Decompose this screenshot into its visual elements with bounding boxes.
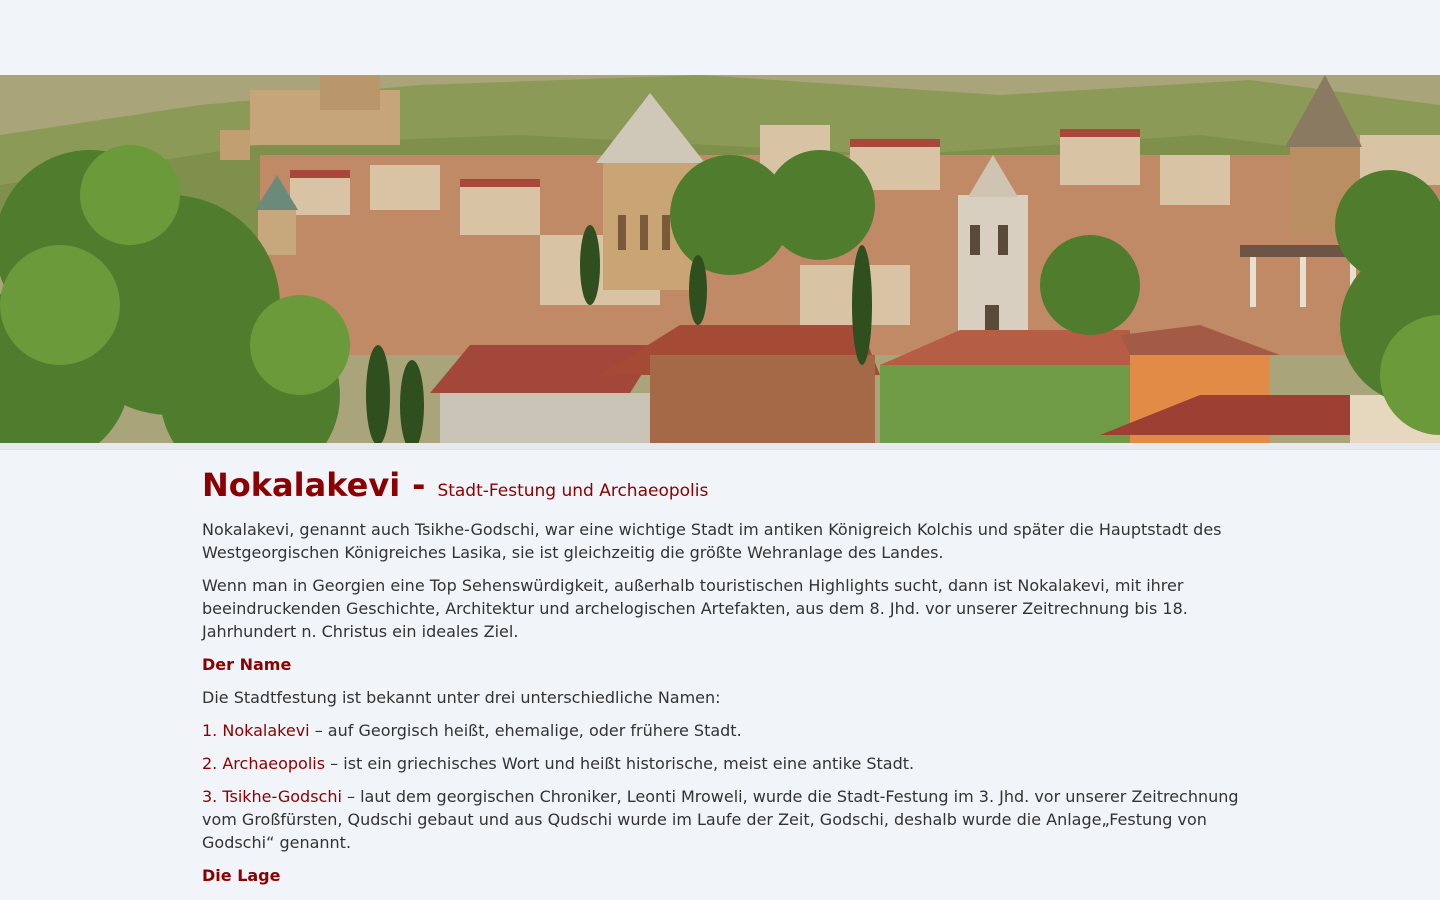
hero-image xyxy=(0,75,1440,443)
name-link-nokalakevi[interactable]: 1. Nokalakevi xyxy=(202,721,310,740)
article-header xyxy=(202,466,1242,504)
article xyxy=(202,466,1242,897)
page-subtitle: Stadt-Festung und Archaeopolis xyxy=(437,481,709,501)
page-title: Nokalakevi xyxy=(202,466,401,504)
names-intro: Die Stadtfestung ist bekannt unter drei unterschiedliche Namen: xyxy=(202,688,721,707)
top-bar xyxy=(0,0,1440,75)
name-link-tsikhe-godschi[interactable]: 3. Tsikhe-Godschi xyxy=(202,787,342,806)
name-desc-archaeopolis: – ist ein griechisches Wort und heißt historische, meist eine antike Stadt. xyxy=(325,754,915,773)
intro-paragraph-1: Nokalakevi, genannt auch Tsikhe-Godschi, war eine wichtige Stadt im antiken Königreich Kolchis und später die Hauptstadt des Westgeorgischen Königreiches Lasika, sie ist gleichzeitig die größte Wehranlage des Landes. xyxy=(202,520,1222,562)
intro-paragraph-2: Wenn man in Georgien eine Top Sehenswürdigkeit, außerhalb touristischen Highlights sucht, dann ist Nokalakevi, mit ihrer beeindruckenden Geschichte, Architektur und archelogischen Artefakten, aus dem 8. Jhd. vor unserer Zeitrechnung bis 18. Jahrhundert n. Christus ein ideales Ziel. xyxy=(202,576,1188,641)
name-desc-tsikhe-godschi: – laut dem georgischen Chroniker, Leonti Mroweli, wurde die Stadt-Festung im 3. Jhd. vor unserer Zeitrechnung vom Großfürsten, Qudschi gebaut und aus Qudschi wurde im Laufe der Zeit, Godschi, deshalb wurde die Anlage„Festung von Godschi“ genannt. xyxy=(202,787,1239,852)
title-separator: - xyxy=(412,466,426,504)
hero-divider xyxy=(0,443,1440,450)
section-heading-name: Der Name xyxy=(202,655,292,674)
name-link-archaeopolis[interactable]: 2. Archaeopolis xyxy=(202,754,326,773)
name-item-tsikhe-godschi xyxy=(202,785,1242,854)
section-heading-location: Die Lage xyxy=(202,866,281,885)
name-item-nokalakevi xyxy=(202,719,1242,742)
name-desc-nokalakevi: – auf Georgisch heißt, ehemalige, oder frühere Stadt. xyxy=(309,721,742,740)
name-item-archaeopolis xyxy=(202,752,1242,775)
